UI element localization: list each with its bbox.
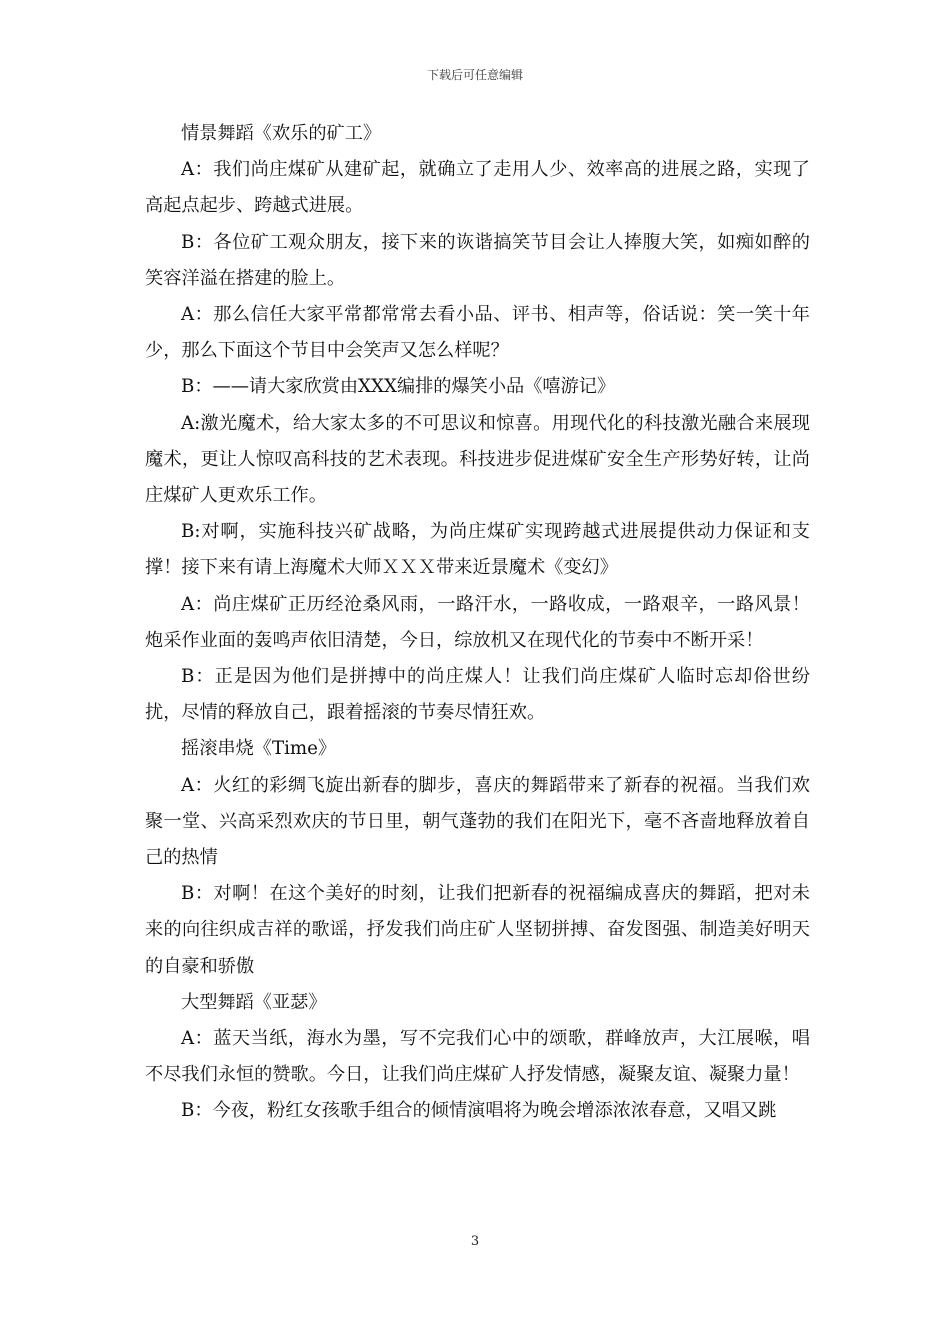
dialogue-paragraph: B：正是因为他们是拼搏中的尚庄煤人！让我们尚庄煤矿人临时忘却俗世纷扰，尽情的释放自己，跟着摇滚的节奏尽情狂欢。 (145, 666, 810, 724)
page-header: 下载后可任意编辑 (426, 68, 523, 82)
dialogue-paragraph: B：各位矿工观众朋友，接下来的诙谐搞笑节目会让人捧腹大笑，如痴如醉的笑容洋溢在搭建的脸上。 (145, 231, 810, 289)
document-body (145, 116, 810, 1130)
dialogue-paragraph: A:激光魔术，给大家太多的不可思议和惊喜。用现代化的科技激光融合来展现魔术，更让人惊叹高科技的艺术表现。科技进步促进煤矿安全生产形势好转，让尚庄煤矿人更欢乐工作。 (145, 412, 810, 507)
section-title: 情景舞蹈《欢乐的矿工》 (181, 123, 382, 144)
dialogue-paragraph: A：我们尚庄煤矿从建矿起，就确立了走用人少、效率高的进展之路，实现了高起点起步、跨越式进展。 (145, 159, 810, 217)
dialogue-paragraph: B：——请大家欣赏由XXX编排的爆笑小品《嘻游记》 (181, 376, 616, 398)
section-title: 摇滚串烧《Time》 (181, 738, 337, 760)
section-title: 大型舞蹈《亚瑟》 (181, 991, 327, 1013)
dialogue-paragraph: B：今夜，粉红女孩歌手组合的倾情演唱将为晚会增添浓浓春意，又唱又跳 (181, 1100, 777, 1122)
dialogue-paragraph: B:对啊，实施科技兴矿战略，为尚庄煤矿实现跨越式进展提供动力保证和支撑！接下来有请上海魔术大师ＸＸＸ带来近景魔术《变幻》 (145, 521, 810, 579)
dialogue-paragraph: A：那么信任大家平常都常常去看小品、评书、相声等，俗话说：笑一笑十年少，那么下面这个节目中会笑声又怎么样呢？ (145, 304, 810, 362)
dialogue-paragraph: A：尚庄煤矿正历经沧桑风雨，一路汗水，一路收成，一路艰辛，一路风景！炮采作业面的轰鸣声依旧清楚，今日，综放机又在现代化的节奏中不断开采！ (145, 593, 810, 651)
dialogue-paragraph: A：火红的彩绸飞旋出新春的脚步，喜庆的舞蹈带来了新春的祝福。当我们欢聚一堂、兴高采烈欢庆的节日里，朝气蓬勃的我们在阳光下，毫不吝啬地释放着自己的热情 (145, 774, 810, 869)
page-number: 3 (470, 1234, 480, 1249)
dialogue-paragraph: B：对啊！在这个美好的时刻，让我们把新春的祝福编成喜庆的舞蹈，把对未来的向往织成吉祥的歌谣，抒发我们尚庄矿人坚韧拼搏、奋发图强、制造美好明天的自豪和骄傲 (145, 883, 810, 977)
dialogue-paragraph: A：蓝天当纸，海水为墨，写不完我们心中的颂歌，群峰放声，大江展喉，唱不尽我们永恒的赞歌。今日，让我们尚庄煤矿人抒发情感，凝聚友谊、凝聚力量！ (145, 1028, 810, 1086)
